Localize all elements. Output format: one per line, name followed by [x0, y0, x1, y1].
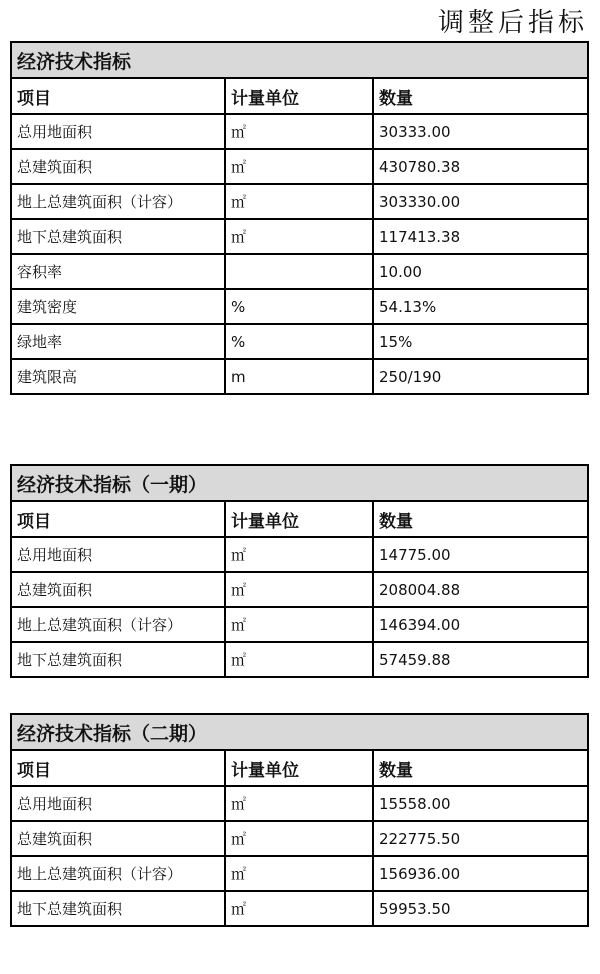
cell-unit: ㎡ — [225, 114, 373, 149]
header-unit: 计量单位 — [225, 750, 373, 786]
header-quantity: 数量 — [373, 78, 588, 114]
table-row — [11, 537, 588, 572]
cell-item: 建筑密度 — [11, 289, 225, 324]
table-row — [11, 642, 588, 677]
cell-item: 容积率 — [11, 254, 225, 289]
cell-item: 地上总建筑面积（计容） — [11, 607, 225, 642]
cell-item: 地下总建筑面积 — [11, 642, 225, 677]
cell-quantity: 15% — [373, 324, 588, 359]
indicator-table-phase-1 — [10, 464, 589, 678]
cell-quantity: 146394.00 — [373, 607, 588, 642]
cell-item: 总用地面积 — [11, 786, 225, 821]
cell-unit: % — [225, 289, 373, 324]
cell-item: 地上总建筑面积（计容） — [11, 184, 225, 219]
cell-unit: ㎡ — [225, 856, 373, 891]
header-unit: 计量单位 — [225, 501, 373, 537]
header-item: 项目 — [11, 78, 225, 114]
table-row — [11, 254, 588, 289]
cell-unit: m — [225, 359, 373, 394]
cell-unit: ㎡ — [225, 786, 373, 821]
cell-item: 总用地面积 — [11, 537, 225, 572]
cell-item: 地下总建筑面积 — [11, 219, 225, 254]
table-title-row — [11, 714, 588, 750]
cell-item: 地下总建筑面积 — [11, 891, 225, 926]
table-row — [11, 114, 588, 149]
table-header-row — [11, 78, 588, 114]
cell-item: 总建筑面积 — [11, 572, 225, 607]
cell-quantity: 54.13% — [373, 289, 588, 324]
indicator-table-overall — [10, 41, 589, 395]
header-quantity: 数量 — [373, 750, 588, 786]
cell-item: 建筑限高 — [11, 359, 225, 394]
cell-quantity: 250/190 — [373, 359, 588, 394]
table-row — [11, 572, 588, 607]
cell-quantity: 156936.00 — [373, 856, 588, 891]
cell-unit: ㎡ — [225, 891, 373, 926]
table-row — [11, 219, 588, 254]
table-row — [11, 359, 588, 394]
cell-item: 绿地率 — [11, 324, 225, 359]
cell-quantity: 222775.50 — [373, 821, 588, 856]
table-row — [11, 786, 588, 821]
cell-quantity: 15558.00 — [373, 786, 588, 821]
cell-unit: ㎡ — [225, 607, 373, 642]
header-unit: 计量单位 — [225, 78, 373, 114]
cell-item: 总用地面积 — [11, 114, 225, 149]
cell-quantity: 59953.50 — [373, 891, 588, 926]
table-title: 经济技术指标（一期） — [11, 465, 588, 501]
table-row — [11, 821, 588, 856]
table-row — [11, 324, 588, 359]
cell-unit: ㎡ — [225, 184, 373, 219]
indicator-table-phase-2 — [10, 713, 589, 927]
table-row — [11, 856, 588, 891]
cell-quantity: 303330.00 — [373, 184, 588, 219]
cell-unit — [225, 254, 373, 289]
table-row — [11, 289, 588, 324]
table-row — [11, 184, 588, 219]
header-quantity: 数量 — [373, 501, 588, 537]
cell-unit: ㎡ — [225, 572, 373, 607]
cell-quantity: 30333.00 — [373, 114, 588, 149]
table-title: 经济技术指标 — [11, 42, 588, 78]
table-title-row — [11, 42, 588, 78]
cell-unit: ㎡ — [225, 642, 373, 677]
table-header-row — [11, 501, 588, 537]
header-item: 项目 — [11, 501, 225, 537]
table-row — [11, 607, 588, 642]
table-header-row — [11, 750, 588, 786]
cell-unit: % — [225, 324, 373, 359]
header-item: 项目 — [11, 750, 225, 786]
cell-quantity: 10.00 — [373, 254, 588, 289]
cell-quantity: 430780.38 — [373, 149, 588, 184]
page-title: 调整后指标 — [437, 8, 588, 38]
cell-unit: ㎡ — [225, 537, 373, 572]
cell-item: 总建筑面积 — [11, 149, 225, 184]
cell-quantity: 57459.88 — [373, 642, 588, 677]
table-row — [11, 891, 588, 926]
cell-quantity: 208004.88 — [373, 572, 588, 607]
cell-quantity: 14775.00 — [373, 537, 588, 572]
table-title: 经济技术指标（二期） — [11, 714, 588, 750]
table-title-row — [11, 465, 588, 501]
cell-item: 总建筑面积 — [11, 821, 225, 856]
cell-unit: ㎡ — [225, 821, 373, 856]
cell-item: 地上总建筑面积（计容） — [11, 856, 225, 891]
cell-unit: ㎡ — [225, 219, 373, 254]
table-row — [11, 149, 588, 184]
cell-unit: ㎡ — [225, 149, 373, 184]
cell-quantity: 117413.38 — [373, 219, 588, 254]
